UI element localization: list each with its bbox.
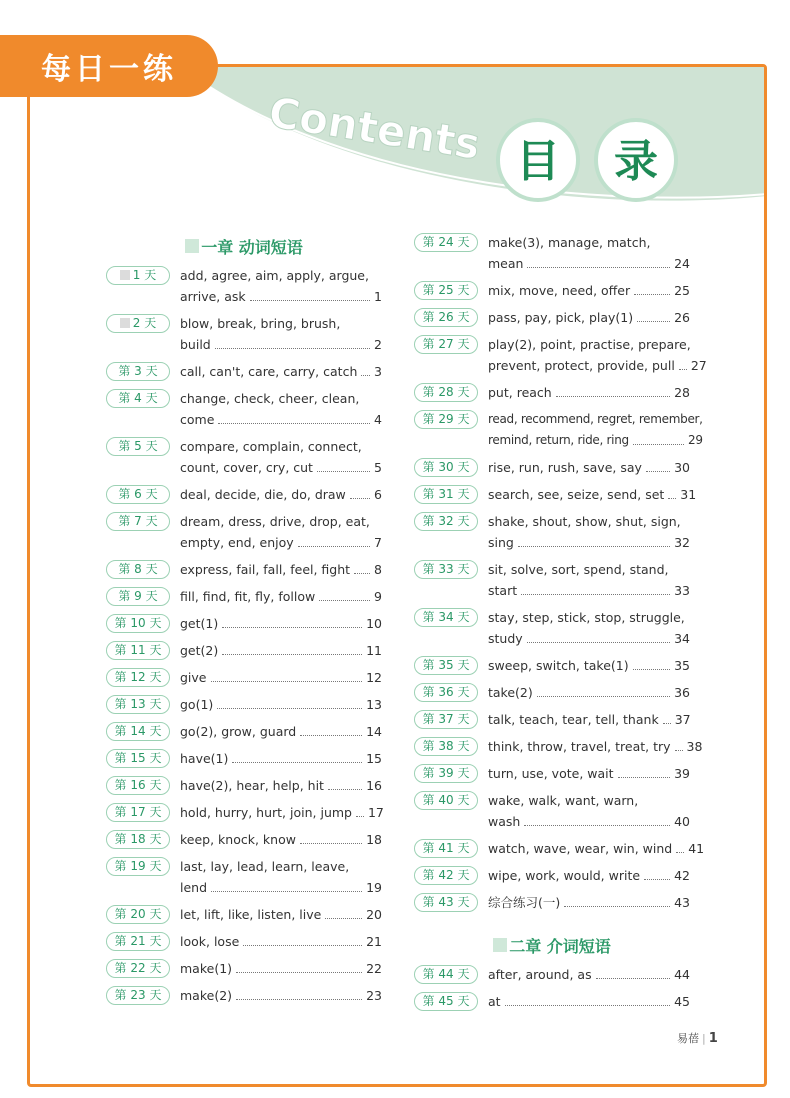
toc-entry[interactable] bbox=[414, 865, 690, 886]
entry-words: watch, wave, wear, win, wind bbox=[488, 841, 673, 856]
entry-text bbox=[180, 829, 382, 850]
toc-entry[interactable] bbox=[414, 736, 703, 757]
chapter-1-heading: 一章 动词短语 bbox=[106, 232, 382, 260]
toc-entry[interactable] bbox=[106, 388, 382, 430]
day-badge: 第 5 天 bbox=[106, 437, 170, 456]
entry-words: keep, knock, know bbox=[180, 832, 296, 847]
day-badge: 第 25 天 bbox=[414, 281, 478, 300]
page-number: 7 bbox=[374, 535, 382, 550]
page-number: 9 bbox=[374, 589, 382, 604]
toc-entry[interactable] bbox=[106, 904, 382, 925]
day-badge: 第 27 天 bbox=[414, 335, 478, 354]
page-number: 19 bbox=[366, 880, 382, 895]
entry-words: deal, decide, die, do, draw bbox=[180, 487, 346, 502]
badge-marker-icon bbox=[120, 270, 130, 280]
toc-entry[interactable] bbox=[414, 232, 690, 274]
entry-text bbox=[180, 313, 382, 355]
leader-dots bbox=[236, 999, 362, 1000]
toc-entry[interactable] bbox=[414, 991, 690, 1012]
entry-text bbox=[488, 790, 690, 832]
leader-dots bbox=[356, 816, 364, 817]
page-number: 32 bbox=[674, 535, 690, 550]
title-char-2: 录 bbox=[614, 136, 658, 187]
toc-entry[interactable] bbox=[106, 931, 382, 952]
entry-words: get(1) bbox=[180, 616, 219, 631]
entry-text bbox=[180, 856, 382, 898]
toc-entry[interactable] bbox=[106, 694, 382, 715]
leader-dots bbox=[211, 681, 363, 682]
toc-entry[interactable] bbox=[106, 265, 382, 307]
leader-dots bbox=[637, 321, 670, 322]
entry-words: make(3), manage, match, bbox=[488, 235, 651, 250]
leader-dots bbox=[298, 546, 370, 547]
entry-words: change, check, cheer, clean, bbox=[180, 391, 360, 406]
entry-words: make(1) bbox=[180, 961, 233, 976]
day-badge: 第 36 天 bbox=[414, 683, 478, 702]
entry-words: get(2) bbox=[180, 643, 219, 658]
page-number: 5 bbox=[374, 460, 382, 475]
day-badge: 第 7 天 bbox=[106, 512, 170, 531]
page-number: 38 bbox=[686, 739, 703, 754]
toc-entry[interactable] bbox=[106, 586, 382, 607]
toc-entry[interactable] bbox=[106, 436, 382, 478]
toc-entry[interactable] bbox=[414, 559, 690, 601]
entry-text bbox=[488, 763, 690, 784]
toc-entry[interactable] bbox=[106, 361, 382, 382]
leader-dots bbox=[518, 546, 670, 547]
entry-text bbox=[180, 511, 382, 553]
toc-entry[interactable] bbox=[414, 409, 703, 451]
page-number: 36 bbox=[674, 685, 690, 700]
day-badge: 第 6 天 bbox=[106, 485, 170, 504]
page-number: 29 bbox=[688, 433, 703, 447]
leader-dots bbox=[676, 852, 684, 853]
day-badge: 第 44 天 bbox=[414, 965, 478, 984]
entry-words: fill, find, fit, fly, follow bbox=[180, 589, 316, 604]
leader-dots bbox=[215, 348, 370, 349]
leader-dots bbox=[675, 750, 683, 751]
entry-text bbox=[180, 748, 382, 769]
leader-dots bbox=[300, 735, 362, 736]
entry-words: shake, shout, show, shut, sign, bbox=[488, 514, 681, 529]
leader-dots bbox=[524, 825, 670, 826]
leader-dots bbox=[232, 762, 362, 763]
toc-entry[interactable] bbox=[414, 790, 690, 832]
entry-words: think, throw, travel, treat, try bbox=[488, 739, 671, 754]
page-number: 24 bbox=[674, 256, 690, 271]
page-number: 4 bbox=[374, 412, 382, 427]
entry-text bbox=[488, 484, 696, 505]
day-badge: 第 3 天 bbox=[106, 362, 170, 381]
page-number: 18 bbox=[366, 832, 382, 847]
entry-words: go(2), grow, guard bbox=[180, 724, 297, 739]
page-number: 27 bbox=[690, 358, 707, 373]
entry-words: wipe, work, would, write bbox=[488, 868, 641, 883]
toc-entry[interactable] bbox=[106, 985, 382, 1006]
page-number: 42 bbox=[674, 868, 690, 883]
day-badge: 第 26 天 bbox=[414, 308, 478, 327]
toc-entry[interactable] bbox=[414, 307, 690, 328]
entry-text bbox=[180, 985, 382, 1006]
day-badge: 第 15 天 bbox=[106, 749, 170, 768]
page-number: 15 bbox=[366, 751, 382, 766]
toc-left-column bbox=[106, 232, 382, 1012]
day-badge: 第 38 天 bbox=[414, 737, 478, 756]
day-badge: 第 19 天 bbox=[106, 857, 170, 876]
leader-dots bbox=[644, 879, 670, 880]
entry-words: empty, end, enjoy bbox=[180, 535, 294, 550]
entry-text bbox=[488, 280, 690, 301]
entry-text bbox=[180, 559, 382, 580]
entry-text bbox=[488, 964, 690, 985]
entry-words: search, see, seize, send, set bbox=[488, 487, 665, 502]
day-badge: 第 24 天 bbox=[414, 233, 478, 252]
leader-dots bbox=[354, 573, 370, 574]
entry-text bbox=[180, 484, 382, 505]
page-number: 3 bbox=[374, 364, 382, 379]
day-badge: 2 天 bbox=[106, 314, 170, 333]
leader-dots bbox=[222, 627, 362, 628]
page-number: 10 bbox=[366, 616, 382, 631]
chapter-marker-icon bbox=[493, 938, 507, 952]
toc-entry[interactable] bbox=[414, 892, 690, 913]
page-number: 14 bbox=[366, 724, 382, 739]
entry-text bbox=[488, 892, 690, 913]
leader-dots bbox=[222, 654, 362, 655]
entry-text bbox=[488, 334, 707, 376]
day-badge: 第 28 天 bbox=[414, 383, 478, 402]
page-number: 1 bbox=[374, 289, 382, 304]
entry-text bbox=[488, 232, 690, 274]
entry-words: add, agree, aim, apply, argue, bbox=[180, 268, 369, 283]
day-badge: 第 42 天 bbox=[414, 866, 478, 885]
page-number: 37 bbox=[674, 712, 691, 727]
entry-text bbox=[180, 667, 382, 688]
day-badge: 第 22 天 bbox=[106, 959, 170, 978]
leader-dots bbox=[634, 294, 670, 295]
entry-text bbox=[180, 436, 382, 478]
page-number: 43 bbox=[674, 895, 690, 910]
entry-words: call, can't, care, carry, catch bbox=[180, 364, 358, 379]
entry-text bbox=[180, 775, 382, 796]
entry-text bbox=[180, 388, 382, 430]
leader-dots bbox=[527, 642, 670, 643]
entry-words: turn, use, vote, wait bbox=[488, 766, 614, 781]
page-number: 40 bbox=[674, 814, 690, 829]
page-number: 39 bbox=[674, 766, 690, 781]
leader-dots bbox=[668, 498, 676, 499]
entry-words: count, cover, cry, cut bbox=[180, 460, 313, 475]
leader-dots bbox=[361, 375, 370, 376]
toc-entry[interactable] bbox=[106, 802, 382, 823]
entry-words: lend bbox=[180, 880, 208, 895]
toc-entry[interactable] bbox=[106, 775, 382, 796]
toc-entry[interactable] bbox=[106, 559, 382, 580]
day-badge: 第 10 天 bbox=[106, 614, 170, 633]
entry-words: blow, break, bring, brush, bbox=[180, 316, 341, 331]
page-number: 25 bbox=[674, 283, 690, 298]
leader-dots bbox=[679, 369, 687, 370]
toc-entry[interactable] bbox=[106, 511, 382, 553]
entry-text bbox=[180, 613, 382, 634]
day-badge: 第 14 天 bbox=[106, 722, 170, 741]
entry-words: go(1) bbox=[180, 697, 214, 712]
toc-entry[interactable] bbox=[414, 382, 690, 403]
entry-words: have(1) bbox=[180, 751, 229, 766]
leader-dots bbox=[211, 891, 362, 892]
toc-entry[interactable] bbox=[106, 856, 382, 898]
entry-words: sweep, switch, take(1) bbox=[488, 658, 629, 673]
page-number: 21 bbox=[366, 934, 382, 949]
toc-entry[interactable] bbox=[414, 457, 690, 478]
footer-page-number: 1 bbox=[708, 1031, 718, 1046]
day-badge: 第 43 天 bbox=[414, 893, 478, 912]
leader-dots bbox=[217, 708, 362, 709]
toc-entry[interactable] bbox=[106, 667, 382, 688]
entry-text bbox=[488, 559, 690, 601]
badge-marker-icon bbox=[120, 318, 130, 328]
entry-words: mix, move, need, offer bbox=[488, 283, 631, 298]
entry-words: at bbox=[488, 994, 501, 1009]
leader-dots bbox=[556, 396, 670, 397]
page-number: 11 bbox=[366, 643, 382, 658]
leader-dots bbox=[633, 669, 670, 670]
toc-entry[interactable] bbox=[106, 484, 382, 505]
entry-words: start bbox=[488, 583, 518, 598]
day-badge: 第 21 天 bbox=[106, 932, 170, 951]
toc-entry[interactable] bbox=[414, 964, 690, 985]
entry-text bbox=[488, 838, 704, 859]
page-number: 28 bbox=[674, 385, 690, 400]
entry-text bbox=[180, 694, 382, 715]
toc-right-column bbox=[414, 232, 707, 1018]
entry-words: arrive, ask bbox=[180, 289, 246, 304]
entry-words: remind, return, ride, ring bbox=[488, 433, 629, 447]
leader-dots bbox=[527, 267, 670, 268]
leader-dots bbox=[317, 471, 370, 472]
entry-words: mean bbox=[488, 256, 524, 271]
leader-dots bbox=[325, 918, 362, 919]
entry-words: put, reach bbox=[488, 385, 552, 400]
entry-words: study bbox=[488, 631, 523, 646]
day-badge: 第 20 天 bbox=[106, 905, 170, 924]
leader-dots bbox=[596, 978, 671, 979]
entry-text bbox=[180, 586, 382, 607]
page-number: 26 bbox=[674, 310, 690, 325]
entry-words: dream, dress, drive, drop, eat, bbox=[180, 514, 370, 529]
day-badge: 第 33 天 bbox=[414, 560, 478, 579]
day-badge: 第 34 天 bbox=[414, 608, 478, 627]
entry-words: talk, teach, tear, tell, thank bbox=[488, 712, 659, 727]
day-badge: 第 29 天 bbox=[414, 410, 478, 429]
day-badge: 第 45 天 bbox=[414, 992, 478, 1011]
entry-words: wake, walk, want, warn, bbox=[488, 793, 639, 808]
entry-text bbox=[180, 721, 382, 742]
leader-dots bbox=[350, 498, 370, 499]
leader-dots bbox=[300, 843, 362, 844]
entry-text bbox=[488, 655, 690, 676]
entry-text bbox=[180, 802, 384, 823]
leader-dots bbox=[646, 471, 670, 472]
entry-words: after, around, as bbox=[488, 967, 592, 982]
entry-text bbox=[488, 307, 690, 328]
toc-entry[interactable] bbox=[106, 748, 382, 769]
leader-dots bbox=[564, 906, 670, 907]
daily-practice-label: 每日一练 bbox=[41, 52, 177, 87]
entry-words: build bbox=[180, 337, 211, 352]
page-number: 45 bbox=[674, 994, 690, 1009]
entry-words: give bbox=[180, 670, 207, 685]
entry-text bbox=[488, 991, 690, 1012]
toc-entry[interactable] bbox=[106, 640, 382, 661]
day-badge: 第 30 天 bbox=[414, 458, 478, 477]
footer-brand: 易蓓 bbox=[677, 1032, 699, 1045]
entry-words: let, lift, like, listen, live bbox=[180, 907, 322, 922]
leader-dots bbox=[618, 777, 671, 778]
toc-entry[interactable] bbox=[414, 655, 690, 676]
entry-words: wash bbox=[488, 814, 521, 829]
page-number: 17 bbox=[367, 805, 384, 820]
entry-text bbox=[488, 409, 703, 451]
entry-words: pass, pay, pick, play(1) bbox=[488, 310, 634, 325]
entry-words: stay, step, stick, stop, struggle, bbox=[488, 610, 685, 625]
day-badge: 第 23 天 bbox=[106, 986, 170, 1005]
day-badge: 第 40 天 bbox=[414, 791, 478, 810]
page-number: 20 bbox=[366, 907, 382, 922]
day-badge: 第 17 天 bbox=[106, 803, 170, 822]
leader-dots bbox=[218, 423, 370, 424]
day-badge: 第 12 天 bbox=[106, 668, 170, 687]
leader-dots bbox=[663, 723, 671, 724]
entry-text bbox=[488, 865, 690, 886]
day-badge: 第 16 天 bbox=[106, 776, 170, 795]
page-number: 2 bbox=[374, 337, 382, 352]
leader-dots bbox=[537, 696, 670, 697]
chapter-marker-icon bbox=[185, 239, 199, 253]
page-number: 35 bbox=[674, 658, 690, 673]
page-number: 31 bbox=[680, 487, 697, 502]
day-badge: 第 13 天 bbox=[106, 695, 170, 714]
entry-text bbox=[180, 640, 382, 661]
leader-dots bbox=[633, 444, 684, 445]
chapter-2-heading: 二章 介词短语 bbox=[414, 931, 690, 959]
entry-words: last, lay, lead, learn, leave, bbox=[180, 859, 350, 874]
day-badge: 第 4 天 bbox=[106, 389, 170, 408]
entry-text bbox=[488, 382, 690, 403]
toc-entry[interactable] bbox=[106, 958, 382, 979]
title-char-1: 目 bbox=[516, 136, 560, 187]
day-badge: 第 41 天 bbox=[414, 839, 478, 858]
leader-dots bbox=[243, 945, 362, 946]
toc-entry[interactable] bbox=[414, 280, 690, 301]
toc-entry[interactable] bbox=[106, 313, 382, 355]
toc-entry[interactable] bbox=[106, 613, 382, 634]
leader-dots bbox=[521, 594, 670, 595]
toc-entry[interactable] bbox=[106, 721, 382, 742]
entry-words: read, recommend, regret, remember, bbox=[488, 412, 703, 426]
entry-text bbox=[180, 904, 382, 925]
entry-text bbox=[488, 607, 690, 649]
day-badge: 第 39 天 bbox=[414, 764, 478, 783]
entry-words: hold, hurry, hurt, join, jump bbox=[180, 805, 352, 820]
page-number: 16 bbox=[366, 778, 382, 793]
contents-word: Contents bbox=[265, 87, 484, 170]
toc-entry[interactable] bbox=[414, 682, 690, 703]
entry-text bbox=[180, 361, 382, 382]
page-number: 41 bbox=[688, 841, 705, 856]
day-badge: 第 18 天 bbox=[106, 830, 170, 849]
entry-words: compare, complain, connect, bbox=[180, 439, 362, 454]
entry-text bbox=[488, 736, 702, 757]
toc-entry[interactable] bbox=[106, 829, 382, 850]
leader-dots bbox=[505, 1005, 671, 1006]
toc-entry[interactable] bbox=[414, 511, 690, 553]
day-badge: 第 31 天 bbox=[414, 485, 478, 504]
entry-words: make(2) bbox=[180, 988, 233, 1003]
entry-words: sit, solve, sort, spend, stand, bbox=[488, 562, 669, 577]
entry-text bbox=[180, 958, 382, 979]
entry-text bbox=[488, 511, 690, 553]
entry-words: take(2) bbox=[488, 685, 533, 700]
day-badge: 1 天 bbox=[106, 266, 170, 285]
day-badge: 第 9 天 bbox=[106, 587, 170, 606]
entry-words: sing bbox=[488, 535, 514, 550]
entry-words: rise, run, rush, save, say bbox=[488, 460, 642, 475]
page-number: 22 bbox=[366, 961, 382, 976]
day-badge: 第 37 天 bbox=[414, 710, 478, 729]
day-badge: 第 11 天 bbox=[106, 641, 170, 660]
entry-text bbox=[488, 709, 691, 730]
toc-entry[interactable] bbox=[414, 607, 690, 649]
toc-entry[interactable] bbox=[414, 334, 707, 376]
page-footer: 易蓓 | 1 bbox=[677, 1031, 718, 1046]
page-number: 23 bbox=[366, 988, 382, 1003]
toc-entry[interactable] bbox=[414, 838, 705, 859]
entry-text bbox=[488, 682, 690, 703]
day-badge: 第 8 天 bbox=[106, 560, 170, 579]
entry-words: have(2), hear, help, hit bbox=[180, 778, 324, 793]
toc-entry[interactable] bbox=[414, 763, 690, 784]
entry-words: prevent, protect, provide, pull bbox=[488, 358, 675, 373]
page-number: 34 bbox=[674, 631, 690, 646]
entry-words: come bbox=[180, 412, 215, 427]
page-number: 13 bbox=[366, 697, 382, 712]
day-badge: 第 32 天 bbox=[414, 512, 478, 531]
page-number: 30 bbox=[674, 460, 690, 475]
leader-dots bbox=[250, 300, 370, 301]
toc-entry[interactable] bbox=[414, 484, 697, 505]
entry-words: express, fail, fall, feel, fight bbox=[180, 562, 351, 577]
page-number: 8 bbox=[374, 562, 382, 577]
toc-entry[interactable] bbox=[414, 709, 690, 730]
leader-dots bbox=[236, 972, 362, 973]
entry-text bbox=[180, 265, 382, 307]
entry-words: play(2), point, practise, prepare, bbox=[488, 337, 691, 352]
page-number: 33 bbox=[674, 583, 690, 598]
entry-text bbox=[180, 931, 382, 952]
day-badge: 第 35 天 bbox=[414, 656, 478, 675]
daily-practice-tag bbox=[0, 35, 218, 97]
entry-words: 综合练习(一) bbox=[488, 895, 561, 910]
entry-text bbox=[488, 457, 690, 478]
page-number: 6 bbox=[374, 487, 382, 502]
leader-dots bbox=[328, 789, 362, 790]
page-number: 12 bbox=[366, 670, 382, 685]
entry-words: look, lose bbox=[180, 934, 240, 949]
leader-dots bbox=[319, 600, 370, 601]
page-number: 44 bbox=[674, 967, 690, 982]
